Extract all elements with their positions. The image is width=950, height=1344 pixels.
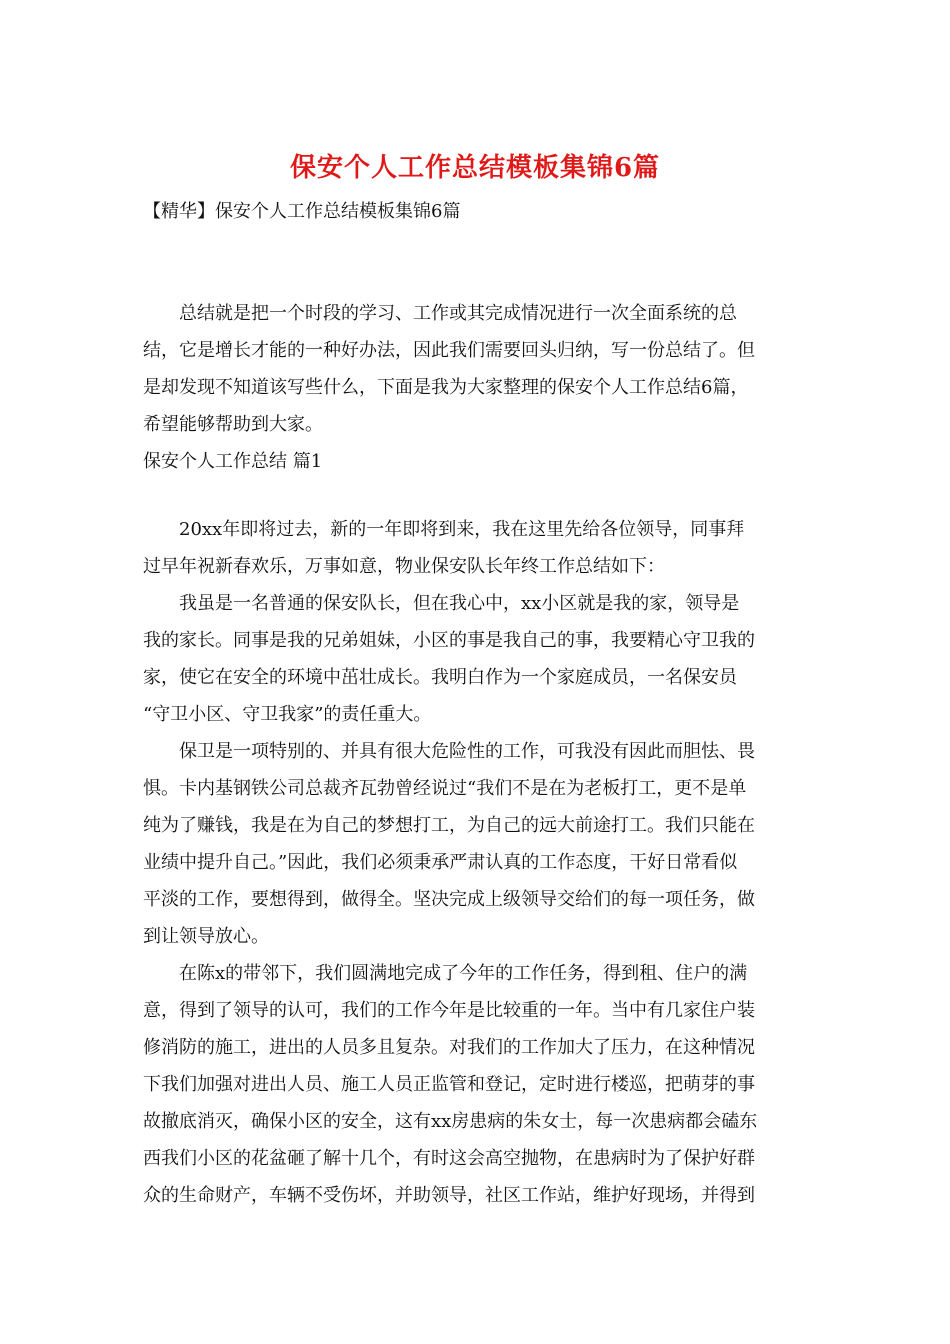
paragraph-line: 结，它是增长才能的一种好办法，因此我们需要回头归纳，写一份总结了。但 (143, 340, 755, 361)
document-title: 保安个人工作总结模板集锦6篇 (289, 153, 661, 183)
paragraph-line: 总结就是把一个时段的学习、工作或其完成情况进行一次全面系统的总 (143, 303, 737, 324)
paragraph-line: 西我们小区的花盆砸了解十几个，有时这会高空抛物，在患病时为了保护好群 (143, 1148, 755, 1169)
document-subtitle: 【精华】保安个人工作总结模板集锦6篇 (143, 201, 461, 222)
paragraph-line: 20xx年即将过去，新的一年即将到来，我在这里先给各位领导，同事拜 (143, 519, 745, 540)
paragraph-line: 我虽是一名普通的保安队长，但在我心中，xx小区就是我的家，领导是 (143, 593, 740, 614)
paragraph-line: 家，使它在安全的环境中茁壮成长。我明白作为一个家庭成员，一名保安员 (143, 667, 737, 688)
section-heading: 保安个人工作总结 篇1 (143, 451, 323, 472)
paragraph-line: 众的生命财产，车辆不受伤坏，并助领导，社区工作站，维护好现场，并得到 (143, 1185, 755, 1206)
paragraph-line: 修消防的施工，进出的人员多且复杂。对我们的工作加大了压力，在这种情况 (143, 1037, 755, 1058)
paragraph-line: 到让领导放心。 (143, 926, 269, 947)
paragraph-line: 过早年祝新春欢乐，万事如意，物业保安队长年终工作总结如下： (143, 556, 665, 577)
paragraph-line: 惧。卡内基钢铁公司总裁齐瓦勃曾经说过“我们不是在为老板打工，更不是单 (143, 778, 747, 799)
paragraph-line: 我的家长。同事是我的兄弟姐妹，小区的事是我自己的事，我要精心守卫我的 (143, 630, 755, 651)
paragraph-line: 平淡的工作，要想得到，做得全。坚决完成上级领导交给们的每一项任务，做 (143, 889, 755, 910)
paragraph-line: “守卫小区、守卫我家”的责任重大。 (143, 704, 432, 725)
paragraph-line: 是却发现不知道该写些什么，下面是我为大家整理的保安个人工作总结6篇， (143, 377, 749, 398)
paragraph-line: 下我们加强对进出人员、施工人员正监管和登记，定时进行楼巡，把萌芽的事 (143, 1074, 755, 1095)
paragraph-line: 故撤底消灭，确保小区的安全，这有xx房患病的朱女士，每一次患病都会磕东 (143, 1111, 758, 1132)
paragraph-line: 纯为了赚钱，我是在为自己的梦想打工，为自己的远大前途打工。我们只能在 (143, 815, 755, 836)
paragraph-line: 在陈x的带邻下，我们圆满地完成了今年的工作任务，得到租、住户的满 (143, 963, 748, 984)
paragraph-line: 意，得到了领导的认可，我们的工作今年是比较重的一年。当中有几家住户装 (143, 1000, 755, 1021)
paragraph-line: 希望能够帮助到大家。 (143, 414, 323, 435)
paragraph-line: 业绩中提升自己。”因此，我们必须秉承严肃认真的工作态度，干好日常看似 (143, 852, 738, 873)
paragraph-line: 保卫是一项特别的、并具有很大危险性的工作，可我没有因此而胆怯、畏 (143, 741, 755, 762)
